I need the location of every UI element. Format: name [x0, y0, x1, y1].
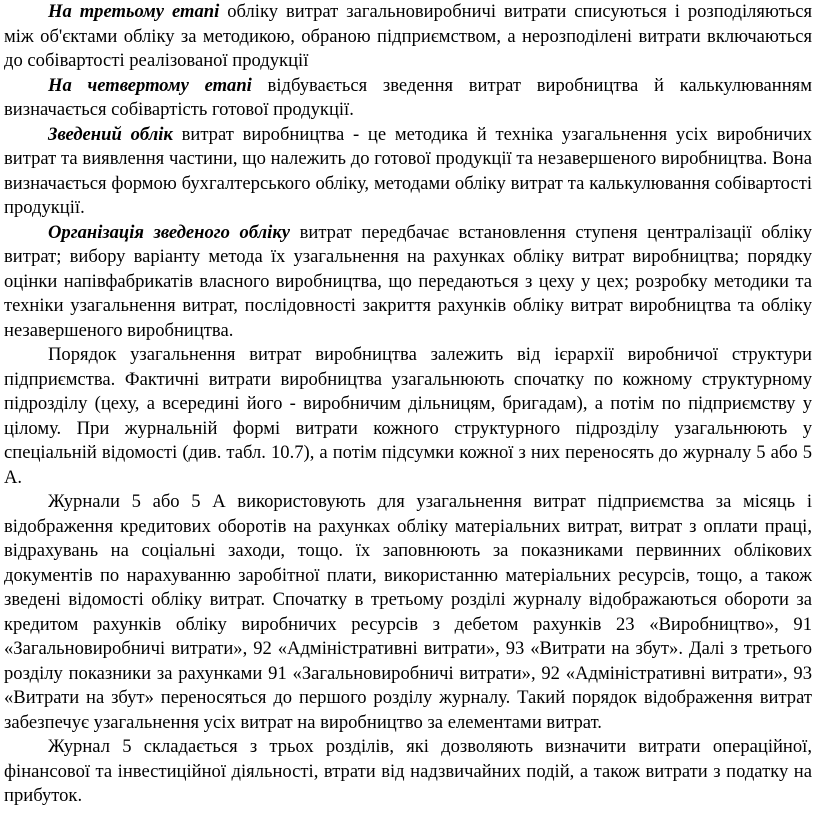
document-page: [4, 0, 812, 809]
paragraph-journal-five: [4, 735, 812, 809]
paragraph-stage-four: [4, 74, 812, 123]
paragraph-stage-three: [4, 0, 812, 74]
paragraph-consolidated-accounting: [4, 123, 812, 221]
paragraph-organization: [4, 221, 812, 344]
paragraph-text: Журнал 5 складається з трьох розділів, які дозволяють визначити витрати операційної, фінансової та інвестиційної діяльності, втрати від надзвичайних подій, а також витрати з податку на прибуток.: [4, 736, 812, 806]
paragraph-text: відбувається зведення витрат виробництва й калькулюванням визначається собівартість готової продукції.: [4, 74, 813, 120]
paragraph-text: витрат виробництва - це методика й техніка узагальнення усіх виробничих витрат та виявлення частини, що належить до готової продукції та незавершеного виробництва. Вона визначається формою бухгалтерського обліку, методами обліку витрат та калькулювання собівартості продукції.: [4, 123, 812, 218]
paragraph-text: обліку витрат загальновиробничі витрати списуються і розподіляються між об'єктами обліку за методикою, обраною підприємством, а нерозподілені витрати включаються до собівартості реалізованої продукції: [4, 1, 812, 71]
paragraph-generalization-order: [4, 343, 812, 490]
paragraph-text: витрат передбачає встановлення ступеня централізації обліку витрат; вибору варіанту метода їх узагальнення на рахунках обліку витрат виробництва; порядку оцінки напівфабрикатів власного виробництва, що передаються з цеху у цех; розробку методики та техніки узагальнення витрат, послідовності закриття рахунків обліку витрат виробництва та обліку незавершеного виробництва.: [4, 221, 812, 341]
paragraph-text: Журнали 5 або 5 А використовують для узагальнення витрат підприємства за місяць і відображення кредитових оборотів на рахунках обліку матеріальних витрат, витрат з оплати праці, відрахувань на соціальні заходи, тощо. їх заповнюють за показниками первинних облікових документів по нарахуванню заробітної плати, використанню матеріальних ресурсів, тощо, а також зведені відомості обліку витрат. Спочатку в третьому розділі журналу відображаються обороти за кредитом рахунків обліку виробничих ресурсів з дебетом рахунків 23 «Виробництво», 91 «Загальновиробничі витрати», 92 «Адміністративні витрати», 93 «Витрати на збут». Далі з третього розділу показники за рахунками 91 «Загальновиробничі витрати», 92 «Адміністративні витрати», 93 «Витрати на збут» переносяться до першого розділу журналу. Такий порядок відображення витрат забезпечує узагальнення усіх витрат на виробництво за елементами витрат.: [4, 491, 812, 733]
paragraph-journals: [4, 490, 812, 735]
term-organization: Організація зведеного обліку: [48, 221, 291, 243]
term-stage-four: На четвертому етапі: [48, 74, 252, 96]
term-stage-three: На третьому етапі: [48, 1, 220, 22]
term-consolidated-accounting: Зведений облік: [48, 123, 173, 145]
paragraph-text: Порядок узагальнення витрат виробництва залежить від ієрархії виробничої структури підприємства. Фактичні витрати виробництва узагальнюють спочатку по кожному структурному підрозділу (цеху, а всередині його - виробничим дільницям, бригадам), а потім по підприємству у цілому. При журнальній формі витрати кожного структурного підрозділу узагальнюють у спеціальній відомості (див. табл. 10.7), а потім підсумки кожної з них переносять до журналу 5 або 5 А.: [4, 344, 812, 488]
